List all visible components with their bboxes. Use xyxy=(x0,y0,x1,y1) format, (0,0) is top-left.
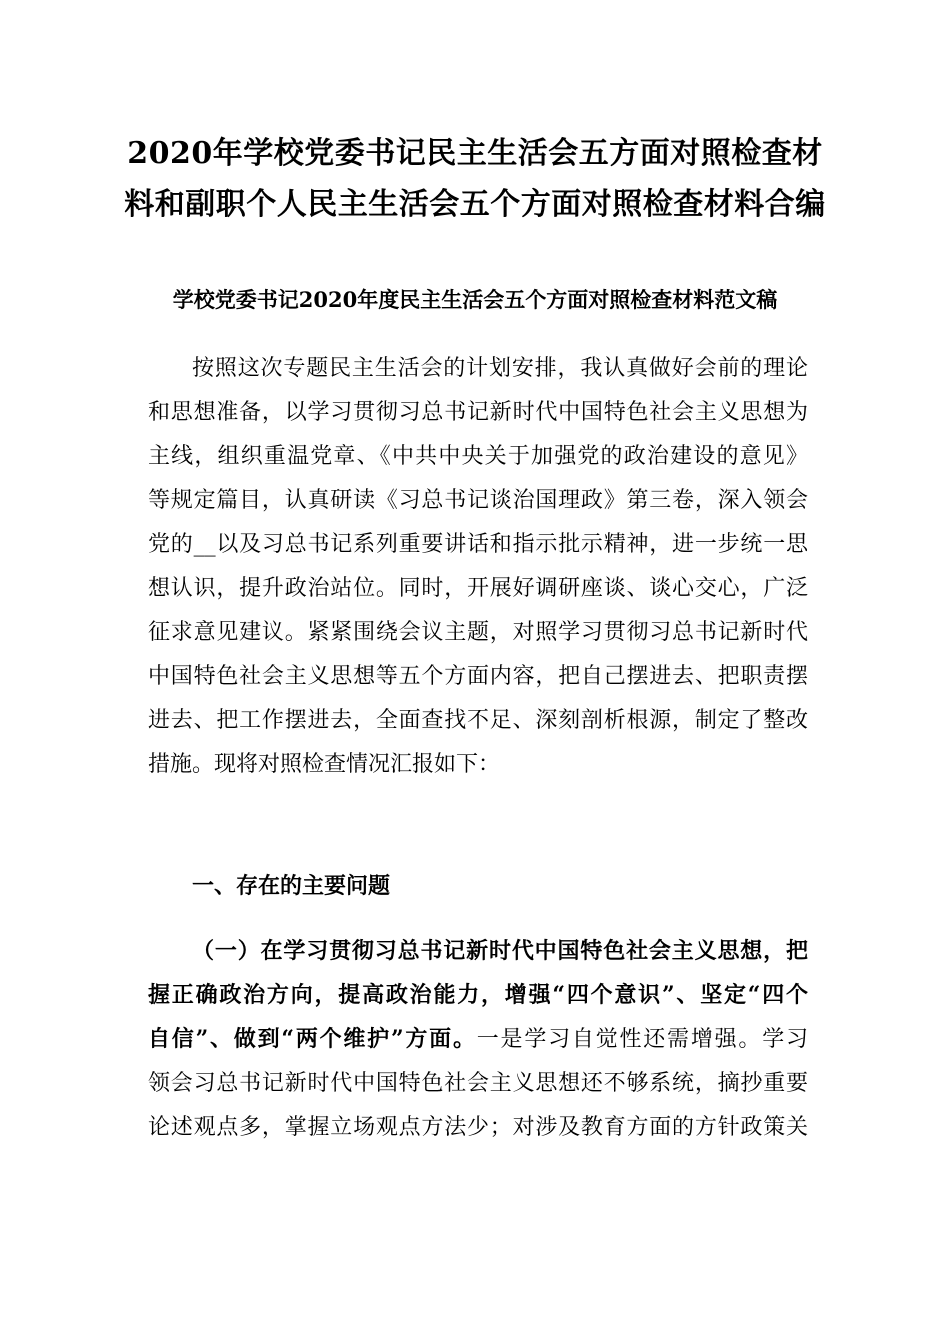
section-heading: 一、存在的主要问题 xyxy=(192,873,391,899)
title-line: 料和副职个人民主生活会五个方面对照检查材料合编 xyxy=(124,187,826,222)
paragraph-line: 领会习总书记新时代中国特色社会主义思想还不够系统，摘抄重要 xyxy=(148,1071,808,1096)
document-subtitle: 学校党委书记2020年度民主生活会五个方面对照检查材料范文稿 xyxy=(172,287,778,312)
paragraph-line: 按照这次专题民主生活会的计划安排，我认真做好会前的理论 xyxy=(192,356,808,381)
paragraph-line: 措施。现将对照检查情况汇报如下： xyxy=(148,752,501,777)
item-heading-line: 握正确政治方向，提高政治能力，增强“四个意识”、坚定“四个 xyxy=(148,982,808,1008)
paragraph-line: 想认识，提升政治站位。同时，开展好调研座谈、谈心交心，广泛 xyxy=(148,576,808,601)
item-heading-tail: 自信”、做到“两个维护”方面。 xyxy=(148,1026,477,1052)
item-one-paragraph xyxy=(148,929,808,1150)
item-heading-line: （一）在学习贯彻习总书记新时代中国特色社会主义思想，把 xyxy=(192,938,808,964)
paragraph-line: 论述观点多，掌握立场观点方法少；对涉及教育方面的方针政策关 xyxy=(148,1115,808,1140)
paragraph-line: 等规定篇目，认真研读《习总书记谈治国理政》第三卷，深入领会 xyxy=(148,488,808,513)
title-line: 2020年学校党委书记民主生活会五方面对照检查材 xyxy=(127,136,823,171)
intro-paragraph xyxy=(148,347,808,787)
paragraph-line: 中国特色社会主义思想等五个方面内容，把自己摆进去、把职责摆 xyxy=(148,664,808,689)
paragraph-line: 主线，组织重温党章、《中共中央关于加强党的政治建设的意见》 xyxy=(148,444,808,469)
paragraph-line: 党的__以及习总书记系列重要讲话和指示批示精神，进一步统一思 xyxy=(148,532,808,557)
paragraph-line: 征求意见建议。紧紧围绕会议主题，对照学习贯彻习总书记新时代 xyxy=(148,620,808,645)
paragraph-line: 和思想准备，以学习贯彻习总书记新时代中国特色社会主义思想为 xyxy=(148,400,808,425)
document-title xyxy=(120,128,830,230)
paragraph-line xyxy=(148,1017,808,1062)
item-body-text: 一是学习自觉性还需增强。学习 xyxy=(476,1027,808,1052)
paragraph-line: 进去、把工作摆进去，全面查找不足、深刻剖析根源，制定了整改 xyxy=(148,708,808,733)
